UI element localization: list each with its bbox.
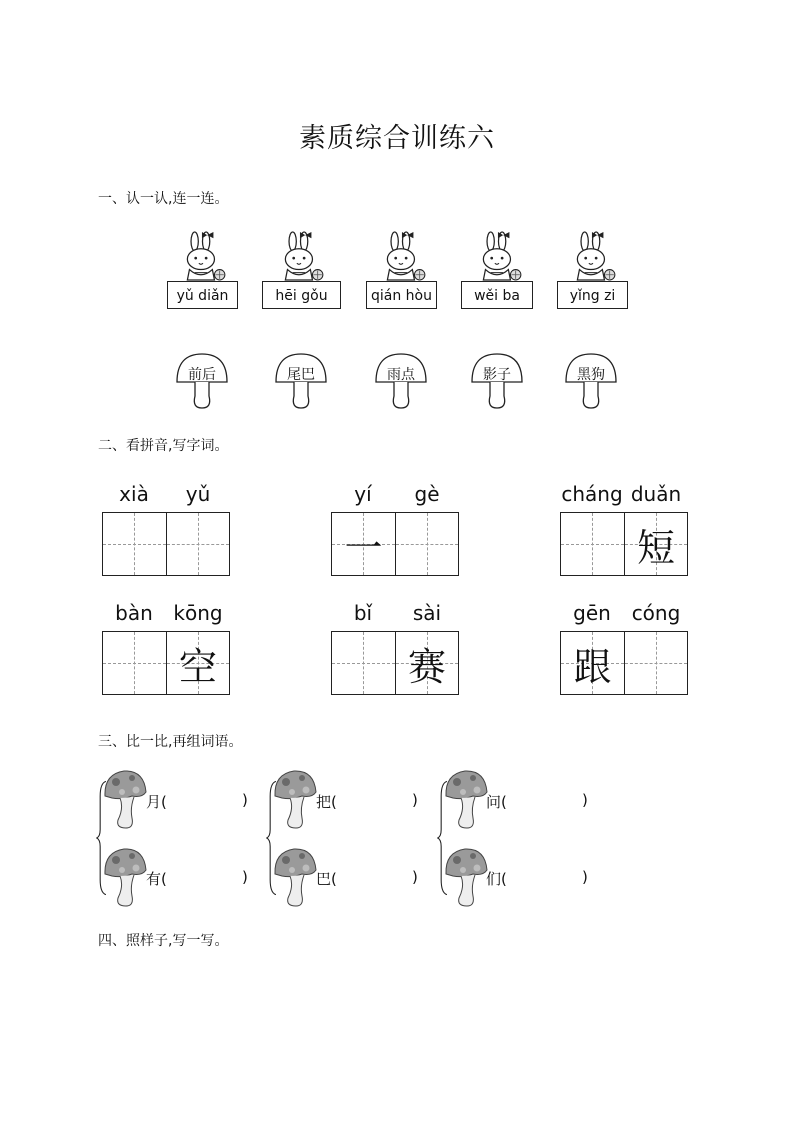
- pinyin-label[interactable]: wěi ba: [461, 281, 533, 309]
- pinyin-syllable: cóng: [631, 601, 681, 625]
- bunny-icon: [474, 231, 524, 281]
- mushroom-word[interactable]: 黑狗: [577, 367, 605, 383]
- close-paren: ): [242, 868, 248, 886]
- mushroom-icon: [102, 768, 148, 830]
- page-title: 素质综合训练六: [299, 123, 495, 154]
- close-paren: ): [412, 791, 418, 809]
- writing-cell[interactable]: [332, 513, 395, 575]
- pinyin-label[interactable]: yǐng zi: [557, 281, 628, 309]
- mushroom-word[interactable]: 尾巴: [287, 367, 315, 383]
- pinyin-label[interactable]: qián hòu: [366, 281, 437, 309]
- pinyin-syllable: bǐ: [353, 601, 373, 625]
- writing-cell[interactable]: [395, 513, 458, 575]
- compare-char: 有(: [146, 870, 167, 888]
- tianzige-box[interactable]: [102, 631, 230, 695]
- writing-cell[interactable]: [103, 513, 166, 575]
- writing-cell[interactable]: [166, 632, 229, 694]
- mushroom-icon: [443, 846, 489, 908]
- bunny-icon: [178, 231, 228, 281]
- compare-char: 月(: [146, 793, 167, 811]
- given-character: 跟: [573, 644, 612, 689]
- writing-cell[interactable]: [166, 513, 229, 575]
- close-paren: ): [582, 791, 588, 809]
- pinyin-syllable: yí: [354, 482, 372, 506]
- section-3-heading: 三、比一比,再组词语。: [98, 734, 243, 750]
- mushroom-icon: [272, 768, 318, 830]
- pinyin-syllable: sài: [412, 601, 442, 625]
- writing-cell[interactable]: [561, 632, 624, 694]
- tianzige-box[interactable]: [331, 512, 459, 576]
- writing-cell[interactable]: [624, 513, 687, 575]
- given-character: 赛: [407, 644, 446, 689]
- writing-cell[interactable]: [332, 632, 395, 694]
- section-4-heading: 四、照样子,写一写。: [98, 933, 229, 949]
- mushroom-word[interactable]: 雨点: [387, 367, 415, 383]
- compare-char: 问(: [486, 793, 507, 811]
- pinyin-syllable: kōng: [173, 601, 223, 625]
- pinyin-syllable: duǎn: [630, 482, 682, 506]
- tianzige-box[interactable]: [560, 631, 688, 695]
- tianzige-box[interactable]: [102, 512, 230, 576]
- bunny-icon: [568, 231, 618, 281]
- pinyin-syllable: cháng: [561, 482, 623, 506]
- section-1-heading: 一、认一认,连一连。: [98, 191, 229, 207]
- pinyin-syllable: gè: [414, 482, 440, 506]
- mushroom-word[interactable]: 前后: [188, 367, 216, 383]
- bunny-icon: [378, 231, 428, 281]
- compare-char: 们(: [486, 870, 507, 888]
- section-2-heading: 二、看拼音,写字词。: [98, 438, 229, 454]
- writing-cell[interactable]: [561, 513, 624, 575]
- writing-cell[interactable]: [103, 632, 166, 694]
- compare-char: 把(: [316, 793, 337, 811]
- close-paren: ): [582, 868, 588, 886]
- tianzige-box[interactable]: [560, 512, 688, 576]
- pinyin-syllable: xià: [119, 482, 149, 506]
- given-character: 短: [636, 525, 675, 570]
- pinyin-syllable: gēn: [573, 601, 611, 625]
- compare-char: 巴(: [316, 870, 337, 888]
- given-character: 空: [178, 644, 217, 689]
- close-paren: ): [412, 868, 418, 886]
- pinyin-label[interactable]: hēi gǒu: [262, 281, 341, 309]
- mushroom-icon: [443, 768, 489, 830]
- pinyin-syllable: bàn: [115, 601, 153, 625]
- mushroom-icon: [272, 846, 318, 908]
- tianzige-box[interactable]: [331, 631, 459, 695]
- writing-cell[interactable]: [624, 632, 687, 694]
- given-character: 一: [344, 525, 383, 570]
- pinyin-label[interactable]: yǔ diǎn: [167, 281, 238, 309]
- writing-cell[interactable]: [395, 632, 458, 694]
- pinyin-syllable: yǔ: [185, 482, 211, 506]
- bunny-icon: [276, 231, 326, 281]
- mushroom-word[interactable]: 影子: [483, 367, 511, 383]
- mushroom-icon: [102, 846, 148, 908]
- close-paren: ): [242, 791, 248, 809]
